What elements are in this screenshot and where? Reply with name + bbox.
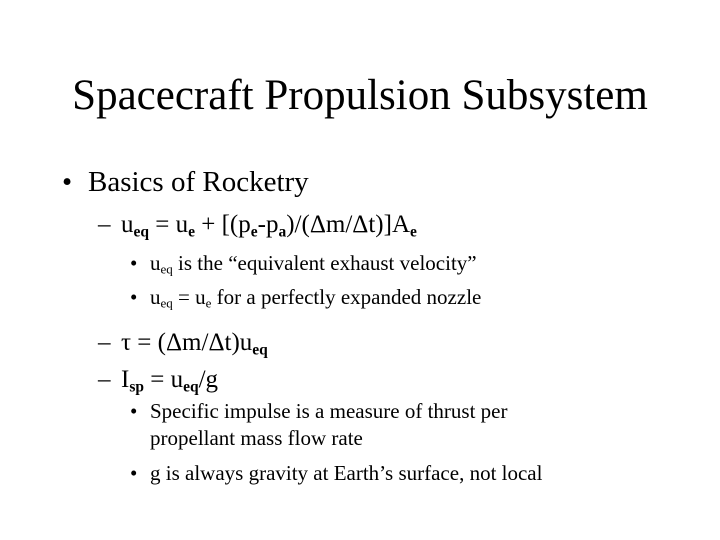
equation-thrust	[121, 327, 268, 359]
note-text: u	[150, 251, 161, 275]
eq-subscript: e	[250, 223, 258, 241]
eq-subscript: eq	[133, 223, 149, 241]
dash-marker: –	[98, 329, 111, 356]
bullet-marker: •	[130, 251, 138, 275]
bullet-marker: •	[130, 399, 138, 423]
eq-text: + [(p	[195, 211, 251, 238]
dash-marker: –	[98, 211, 111, 238]
note-subscript: eq	[160, 261, 173, 277]
eq-text: τ = (Δm/Δt)u	[121, 329, 253, 356]
eq-text: /g	[198, 366, 219, 393]
note-text: = u	[172, 285, 206, 309]
eq-text: )/(Δm/Δt)]A	[286, 211, 411, 238]
eq-text: u	[121, 211, 134, 238]
note-text: u	[150, 285, 161, 309]
note-specific-impulse-line1: Specific impulse is a measure of thrust per	[150, 399, 508, 423]
eq-subscript: a	[278, 223, 287, 241]
note-text: is the “equivalent exhaust velocity”	[172, 251, 477, 275]
bullet-marker: •	[130, 461, 138, 485]
eq-text: = u	[143, 366, 184, 393]
note-subscript: eq	[160, 295, 173, 311]
note-subscript: e	[205, 295, 212, 311]
note-text: for a perfectly expanded nozzle	[211, 285, 482, 309]
eq-subscript: eq	[183, 378, 199, 396]
eq-subscript: e	[410, 223, 417, 241]
note-specific-impulse-line2: propellant mass flow rate	[150, 426, 363, 450]
eq-text: I	[121, 366, 130, 393]
equation-equivalent-velocity	[121, 209, 417, 241]
note-gravity-at-surface: g is always gravity at Earth’s surface, not local	[150, 461, 543, 485]
bullet-basics-of-rocketry: Basics of Rocketry	[88, 166, 309, 198]
note-equivalent-exhaust-velocity	[150, 250, 477, 276]
slide-title: Spacecraft Propulsion Subsystem	[72, 72, 648, 119]
eq-subscript: eq	[252, 341, 268, 359]
note-perfectly-expanded-nozzle	[150, 284, 481, 310]
dash-marker: –	[98, 366, 111, 393]
bullet-marker: •	[130, 285, 138, 309]
eq-text: -p	[257, 211, 279, 238]
eq-subscript: e	[188, 223, 195, 241]
eq-text: = u	[149, 211, 189, 238]
bullet-marker: •	[62, 166, 73, 198]
eq-subscript: sp	[129, 378, 144, 396]
equation-specific-impulse	[121, 364, 218, 396]
